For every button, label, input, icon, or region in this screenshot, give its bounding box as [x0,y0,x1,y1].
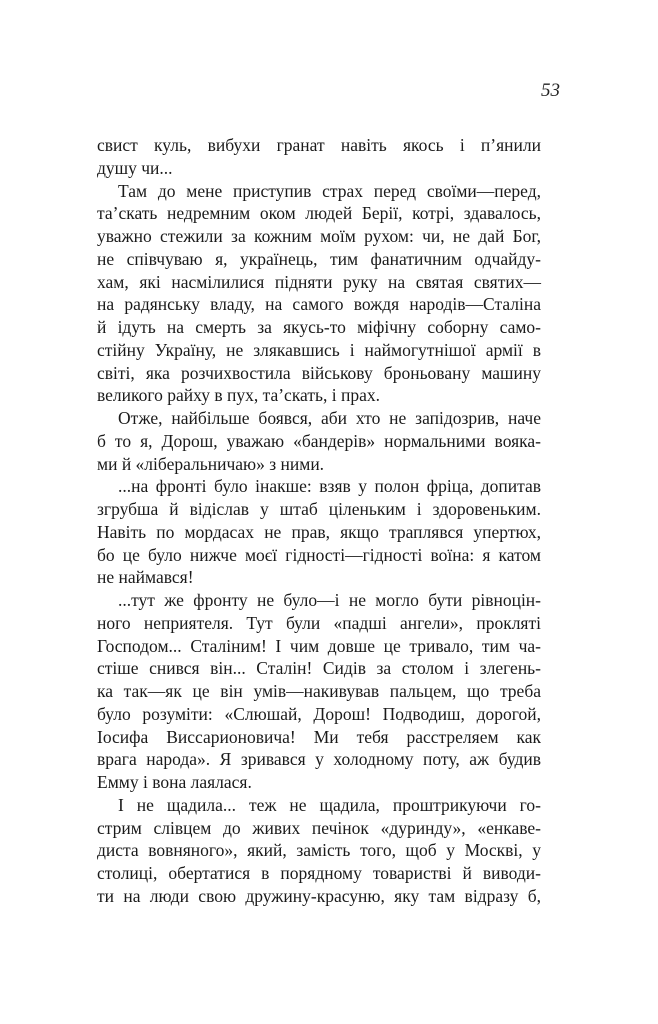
text-line: врага народа». Я зривався у холодному поту, аж будив [97,749,541,770]
paragraph [97,475,541,589]
text-line: уважно стежили за кожним моїм рухом: чи, не дай Бог, [97,226,541,246]
text-line: не наймався! [97,567,194,588]
paragraph [97,180,541,408]
text-line: великого райху в пух, та’скать, і прах. [97,385,380,406]
body-text [97,134,541,908]
text-line: та’скать недремним оком людей Берії, котрі, здавалось, [97,203,541,224]
text-line: ...на фронті було інакше: взяв у полон фріца, допитав [118,476,541,497]
text-line: б то я, Дорош, уважаю «бандерів» нормальними вояка- [97,430,541,451]
text-line: ми й «ліберальничаю» з ними. [97,453,325,474]
text-line: було розуміти: «Слюшай, Дорош! Подводиш, дорогой, [97,703,541,724]
text-line: Господом... Сталіним! І чим довше це тривало, тим ча- [97,635,541,656]
text-line: І не щадила... теж не щадила, проштрикуючи го- [118,794,541,815]
text-line: стіше снився він... Сталін! Сидів за столом і злегень- [97,658,541,679]
paragraph [97,589,541,794]
text-line: Емму і вона лаялася. [97,772,252,792]
text-line: душу чи... [97,157,173,178]
text-line: Отже, найбільше боявся, аби хто не запідозрив, наче [118,408,541,428]
text-line: згрубша й відіслав у штаб ціленьким і здоровеньким. [97,499,541,519]
text-line: Там до мене приступив страх перед своїми—перед, [118,180,541,201]
text-line: Іосифа Виссарионовича! Ми тебя расстреляем как [97,726,541,747]
text-line: ка так—як це він умів—накивував пальцем, що треба [97,681,541,701]
text-line: ти на люди свою дружину-красуню, яку там відразу б, [97,885,541,906]
text-line: стрим слівцем до живих печінок «дуринду», «енкаве- [97,817,541,838]
text-line: стійну Україну, не злякавшись і наймогутнішої армії в [97,339,541,360]
text-line: бо це було нижче моєї гідності—гідності воїна: я катом [97,544,541,565]
text-line: свист куль, вибухи гранат навіть якось і п’янили [97,135,541,155]
text-line: диста вовняного», який, замість того, щоб у Москві, у [97,840,541,861]
text-line: й ідуть на смерть за якусь-то міфічну соборну само- [97,317,541,337]
text-line: ...тут же фронту не було—і не могло бути рівноцін- [118,590,541,610]
text-line: Навіть по мордасах не прав, якщо траплявся упертюх, [97,521,541,542]
paragraph [97,134,541,180]
paragraph [97,794,541,908]
text-line: не співчуваю я, українець, тим фанатичним одчайду- [97,248,541,269]
page-number: 53 [541,80,560,101]
text-line: на радянську владу, на самого вождя народів—Сталіна [97,294,541,315]
text-line: світі, яка розчихвостила військову броньовану машину [97,362,541,383]
text-line: ного неприятеля. Тут були «падші ангели», прокляті [97,612,541,633]
text-line: хам, які насмілилися підняти руку на святая святих— [97,271,541,292]
paragraph [97,407,541,475]
text-line: столиці, обертатися в порядному товаристві й виводи- [97,863,541,883]
